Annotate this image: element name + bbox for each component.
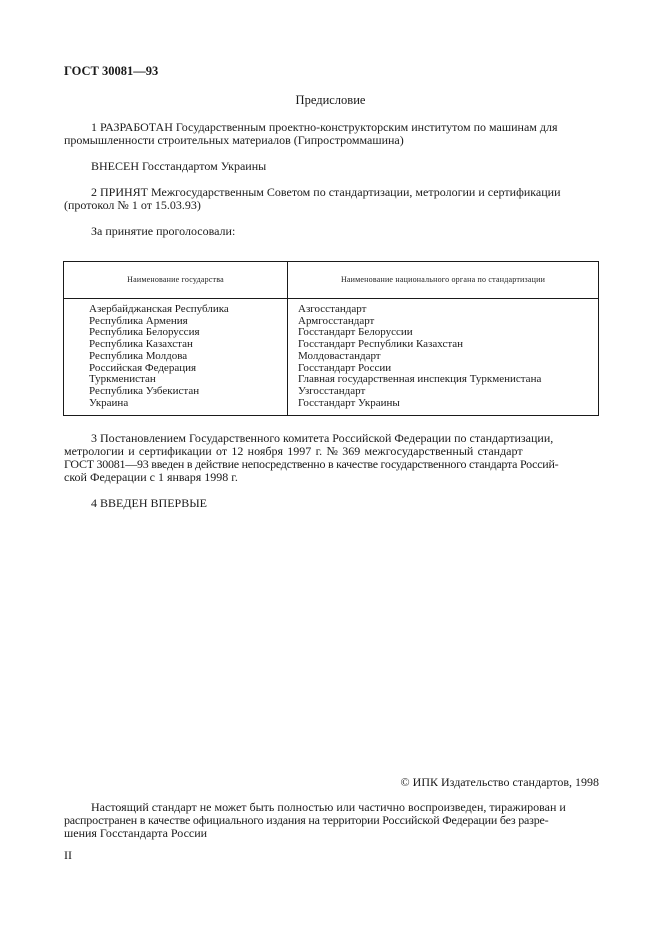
table-cell-body: Главная государственная инспекция Туркменистана	[298, 373, 542, 386]
table-divider	[287, 262, 288, 415]
table-cell-country: Республика Молдова	[89, 349, 188, 362]
table-cell-country: Республика Белоруссия	[89, 326, 200, 339]
paragraph-resolution	[64, 432, 599, 484]
paragraph-text: РАЗРАБОТАН Государственным проектно-конструкторским институтом по машинам для	[100, 120, 558, 134]
paragraph-text: Постановлением Государственного комитета Российской Федерации по стандартизации,	[100, 431, 554, 445]
paragraph-number: 2	[91, 185, 97, 199]
table-cell-country: Республика Армения	[89, 314, 188, 327]
table-header-country: Наименование государства	[127, 275, 224, 284]
copyright-notice: © ИПК Издательство стандартов, 1998	[400, 775, 599, 789]
paragraph-first-introduced	[64, 497, 599, 510]
paragraph-text: метрологии и сертификации от 12 ноября 1997 г. № 369 межгосударственный стандарт	[64, 444, 523, 458]
paragraph-text: промышленности строительных материалов (Гипростроммашина)	[64, 133, 404, 147]
paragraph-text: ВНЕСЕН Госстандартом Украины	[91, 159, 267, 173]
paragraph-text: Настоящий стандарт не может быть полностью или частично воспроизведен, тиражирован и	[91, 800, 566, 814]
paragraph-text: ГОСТ 30081—93 введен в действие непосредственно в качестве государственного стандарта Россий-	[64, 457, 559, 471]
paragraph-text: шения Госстандарта России	[64, 826, 208, 840]
table-cell-country: Республика Казахстан	[89, 338, 193, 351]
voting-table	[63, 261, 599, 416]
table-cell-country: Российская Федерация	[89, 361, 197, 374]
table-cell-body: Госстандарт России	[298, 361, 392, 374]
table-cell-body: Госстандарт Республики Казахстан	[298, 338, 464, 351]
table-cell-body: Госстандарт Белоруссии	[298, 326, 413, 339]
reproduction-notice	[64, 801, 599, 840]
table-cell-body: Молдовастандарт	[298, 349, 381, 362]
paragraph-text: ПРИНЯТ Межгосударственным Советом по стандартизации, метрологии и сертификации	[100, 185, 561, 199]
paragraph-text: (протокол № 1 от 15.03.93)	[64, 198, 201, 212]
paragraph-developed	[64, 121, 599, 147]
paragraph-number: 3	[91, 431, 97, 445]
page-number: II	[64, 848, 72, 862]
table-column-countries	[89, 304, 229, 409]
page-title: Предисловие	[295, 93, 366, 107]
table-header-national-body: Наименование национального органа по стандартизации	[340, 275, 546, 284]
paragraph-voted	[64, 225, 599, 238]
table-column-bodies	[298, 304, 541, 409]
table-cell-body: Госстандарт Украины	[298, 396, 400, 409]
paragraph-number: 1	[91, 120, 97, 134]
table-cell-country: Республика Узбекистан	[89, 384, 200, 397]
paragraph-text: 4 ВВЕДЕН ВПЕРВЫЕ	[91, 496, 207, 510]
paragraph-text: распространен в качестве официального издания на территории Российской Федерации без разре-	[64, 813, 549, 827]
table-cell-country: Туркменистан	[89, 373, 156, 386]
table-cell-country: Азербайджанская Республика	[89, 303, 229, 315]
table-cell-country: Украина	[89, 396, 129, 409]
table-cell-body: Азгосстандарт	[298, 303, 367, 315]
paragraph-text: ской Федерации с 1 января 1998 г.	[64, 470, 238, 484]
paragraph-introduced	[64, 160, 599, 173]
paragraph-text: За принятие проголосовали:	[91, 224, 236, 238]
document-code: ГОСТ 30081—93	[64, 64, 159, 78]
table-divider	[64, 298, 598, 299]
paragraph-adopted	[64, 186, 599, 212]
table-cell-body: Узгосстандарт	[298, 384, 366, 397]
table-cell-body: Армгосстандарт	[298, 314, 375, 327]
